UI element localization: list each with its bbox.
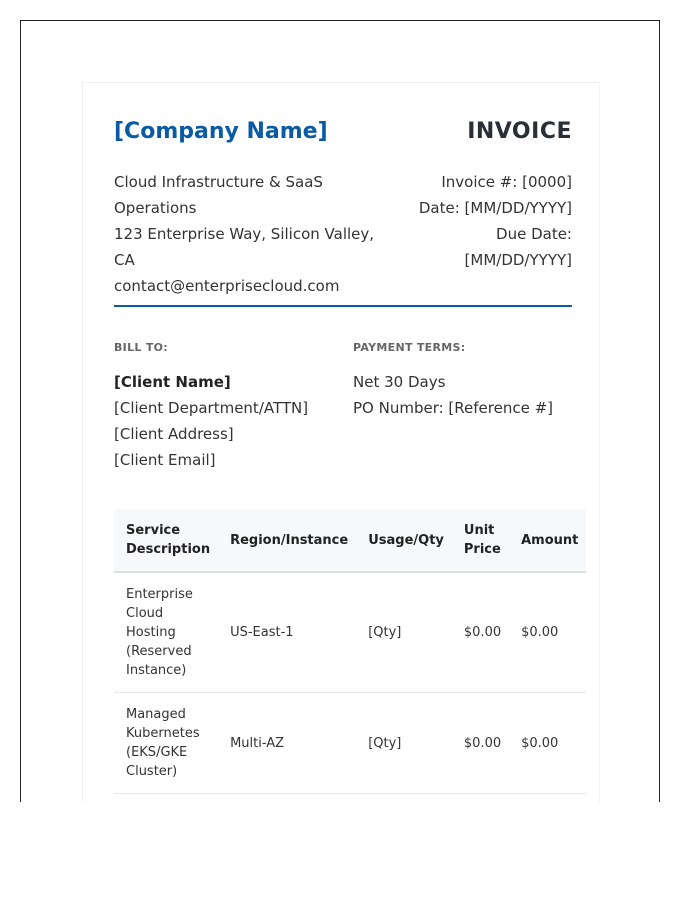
bill-to-block [114, 369, 308, 473]
company-email: contact@enterprisecloud.com [114, 277, 340, 295]
table-row [114, 572, 586, 693]
invoice-number: Invoice #: [0000] [441, 173, 572, 191]
due-date-value: [MM/DD/YYYY] [464, 251, 572, 269]
header-region-instance: Region/Instance [218, 509, 356, 572]
payment-terms-label: PAYMENT TERMS: [353, 341, 466, 354]
cell-amount: $0.00 [509, 572, 586, 693]
invoice-title: INVOICE [467, 119, 572, 144]
client-address: [Client Address] [114, 425, 234, 443]
header-amount: Amount [509, 509, 586, 572]
cell-amount: $0.00 [509, 693, 586, 794]
invoice-card [82, 82, 600, 802]
header-usage-qty: Usage/Qty [356, 509, 452, 572]
header-unit-price: Unit Price [452, 509, 509, 572]
cell-unit-price: $0.00 [452, 693, 509, 794]
invoice-date: Date: [MM/DD/YYYY] [418, 199, 572, 217]
bill-to-label: BILL TO: [114, 341, 168, 354]
document-page [20, 20, 660, 802]
table-row [114, 693, 586, 794]
cell-qty: [Qty] [356, 572, 452, 693]
payment-terms-block [353, 369, 553, 421]
cell-region: US-East-1 [218, 572, 356, 693]
company-address: 123 Enterprise Way, Silicon Valley, CA [114, 225, 375, 269]
cell-qty: [Qty] [356, 693, 452, 794]
header-divider [114, 305, 572, 307]
company-tagline-line1: Cloud Infrastructure & SaaS [114, 173, 323, 191]
services-table [114, 509, 586, 794]
client-department: [Client Department/ATTN] [114, 399, 309, 417]
client-email: [Client Email] [114, 451, 216, 469]
cell-region: Multi-AZ [218, 693, 356, 794]
cell-description: Enterprise Cloud Hosting (Reserved Instance) [114, 572, 218, 693]
company-name: [Company Name] [114, 119, 328, 144]
payment-terms-value: Net 30 Days [353, 373, 446, 391]
po-number: PO Number: [Reference #] [353, 399, 554, 417]
invoice-meta [392, 169, 572, 273]
company-info [114, 169, 384, 299]
due-date-label: Due Date: [496, 225, 572, 243]
company-tagline-line2: Operations [114, 199, 197, 217]
header-service-description: Service Description [114, 509, 218, 572]
cell-unit-price: $0.00 [452, 572, 509, 693]
cell-description: Managed Kubernetes (EKS/GKE Cluster) [114, 693, 218, 794]
table-header-row [114, 509, 586, 572]
client-name: [Client Name] [114, 373, 231, 391]
